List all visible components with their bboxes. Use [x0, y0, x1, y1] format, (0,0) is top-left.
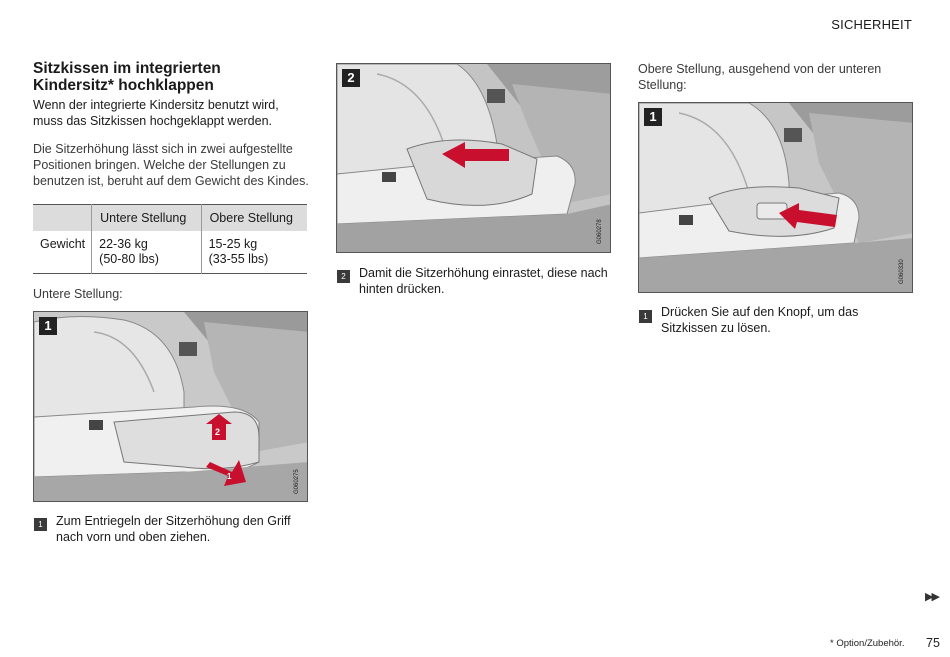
- figure-number-badge: 1: [644, 108, 662, 126]
- table-cell-untere: [92, 231, 201, 274]
- page-number: 75: [926, 636, 940, 650]
- seat-illustration: [639, 103, 913, 293]
- caption-number-badge: 2: [337, 270, 350, 283]
- table-header-untere: Untere Stellung: [92, 205, 201, 231]
- intro-text: Wenn der integrierte Kindersitz benutzt wird, muss das Sitzkissen hochgeklappt werden.: [33, 98, 279, 128]
- figure-id: G060275: [294, 469, 300, 494]
- cell-kg: 22-36 kg: [99, 236, 148, 251]
- figure-number-badge: 1: [39, 317, 57, 335]
- subhead-untere: Untere Stellung:: [33, 287, 123, 301]
- arrow-label-2: 2: [215, 427, 221, 437]
- figure-obere-stellung: [638, 102, 913, 293]
- caption-number-badge: 1: [639, 310, 652, 323]
- body-text: Die Sitzerhöhung lässt sich in zwei aufgestellte Positionen bringen. Welche der Stellungen zu benutzen ist, beruht auf dem Gewicht des Kindes.: [33, 142, 309, 188]
- figure-caption: Zum Entriegeln der Sitzerhöhung den Griff nach vorn und oben ziehen.: [56, 514, 291, 544]
- figure-einrasten: [336, 63, 611, 253]
- table-header-row: [33, 205, 307, 231]
- figure-untere-stellung: [33, 311, 308, 502]
- cell-lbs: (50-80 lbs): [99, 251, 159, 266]
- table-header-obere: Obere Stellung: [201, 205, 307, 231]
- seat-illustration: [337, 64, 611, 253]
- table-row-label: Gewicht: [33, 231, 92, 274]
- table-header-empty: [33, 205, 92, 231]
- cell-kg: 15-25 kg: [208, 236, 258, 251]
- figure-id: G060278: [597, 219, 603, 244]
- intro-obere: Obere Stellung, ausgehend von der unteren Stellung:: [638, 62, 882, 92]
- next-page-icon: ▶▶: [925, 591, 938, 603]
- footnote: * Option/Zubehör.: [830, 638, 905, 649]
- figure-caption: Drücken Sie auf den Knopf, um das Sitzkissen zu lösen.: [661, 305, 859, 335]
- cell-lbs: (33-55 lbs): [208, 251, 269, 266]
- table-cell-obere: [201, 231, 307, 274]
- caption-number-badge: 1: [34, 518, 47, 531]
- table-row: [33, 231, 307, 274]
- arrow-label-1: 1: [227, 472, 232, 481]
- figure-number-badge: 2: [342, 69, 360, 87]
- figure-caption: Damit die Sitzerhöhung einrastet, diese nach hinten drücken.: [359, 266, 608, 296]
- figure-id: G060330: [899, 259, 905, 284]
- seat-illustration: [34, 312, 308, 502]
- page-title: Sitzkissen im integrierten Kindersitz* hochklappen: [33, 60, 221, 94]
- weight-table: [33, 204, 307, 274]
- section-header: SICHERHEIT: [831, 17, 912, 32]
